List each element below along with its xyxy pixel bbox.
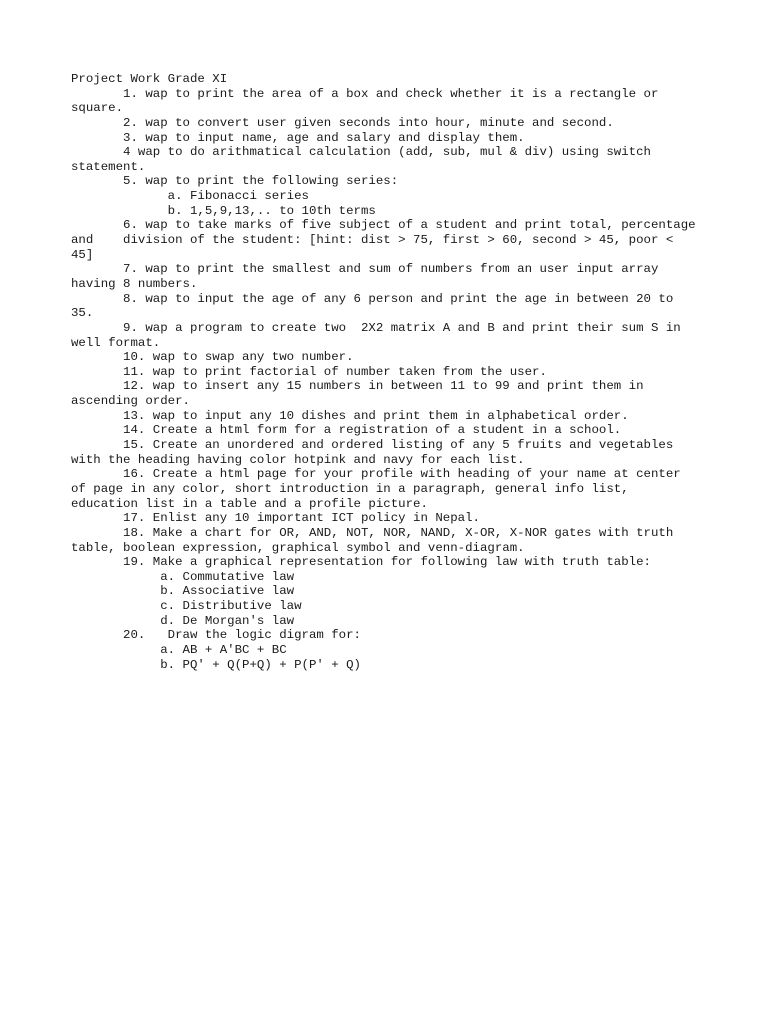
text-line: 35. <box>71 306 94 321</box>
text-line: 10. wap to swap any two number. <box>71 350 354 365</box>
text-line: 45] <box>71 247 94 262</box>
text-line: 16. Create a html page for your profile with heading of your name at center <box>71 467 681 482</box>
text-line: 17. Enlist any 10 important ICT policy in Nepal. <box>71 511 480 526</box>
text-line: a. Fibonacci series <box>71 189 309 204</box>
text-line: 4 wap to do arithmatical calculation (add, sub, mul & div) using switch <box>71 145 651 160</box>
text-line: statement. <box>71 159 146 174</box>
document-body <box>71 72 711 672</box>
text-line: and division of the student: [hint: dist > 75, first > 60, second > 45, poor < <box>71 233 674 248</box>
text-line: 13. wap to input any 10 dishes and print them in alphabetical order. <box>71 408 629 423</box>
text-line: 20. Draw the logic digram for: <box>71 628 361 643</box>
text-line: b. 1,5,9,13,.. to 10th terms <box>71 203 376 218</box>
text-line: having 8 numbers. <box>71 276 198 291</box>
text-line: 14. Create a html form for a registration of a student in a school. <box>71 423 622 438</box>
text-line: a. Commutative law <box>71 569 295 584</box>
text-line: 12. wap to insert any 15 numbers in between 11 to 99 and print them in <box>71 379 644 394</box>
text-line: 2. wap to convert user given seconds into hour, minute and second. <box>71 115 614 130</box>
text-line: 3. wap to input name, age and salary and display them. <box>71 130 525 145</box>
text-line: 6. wap to take marks of five subject of a student and print total, percentage <box>71 218 696 233</box>
text-line: 15. Create an unordered and ordered listing of any 5 fruits and vegetables <box>71 438 674 453</box>
text-line: 5. wap to print the following series: <box>71 174 399 189</box>
text-line: d. De Morgan's law <box>71 613 295 628</box>
text-line: 19. Make a graphical representation for following law with truth table: <box>71 555 651 570</box>
text-line: c. Distributive law <box>71 599 302 614</box>
text-line: with the heading having color hotpink and navy for each list. <box>71 452 525 467</box>
text-line: 8. wap to input the age of any 6 person and print the age in between 20 to <box>71 291 674 306</box>
text-line: ascending order. <box>71 394 190 409</box>
text-line: 18. Make a chart for OR, AND, NOT, NOR, NAND, X-OR, X-NOR gates with truth <box>71 525 674 540</box>
text-line: 11. wap to print factorial of number taken from the user. <box>71 364 547 379</box>
text-line: b. Associative law <box>71 584 295 599</box>
text-line: 9. wap a program to create two 2X2 matrix A and B and print their sum S in <box>71 320 681 335</box>
text-line: well format. <box>71 335 161 350</box>
text-line: 1. wap to print the area of a box and check whether it is a rectangle or <box>71 86 659 101</box>
text-line: 7. wap to print the smallest and sum of numbers from an user input array <box>71 262 659 277</box>
text-line: a. AB + A'BC + BC <box>71 642 287 657</box>
document-title: Project Work Grade XI <box>71 72 228 86</box>
text-line: of page in any color, short introduction in a paragraph, general info list, <box>71 481 629 496</box>
text-line: b. PQ' + Q(P+Q) + P(P' + Q) <box>71 657 361 672</box>
text-line: square. <box>71 101 124 116</box>
text-line: education list in a table and a profile picture. <box>71 496 428 511</box>
text-line: table, boolean expression, graphical symbol and venn-diagram. <box>71 540 525 555</box>
